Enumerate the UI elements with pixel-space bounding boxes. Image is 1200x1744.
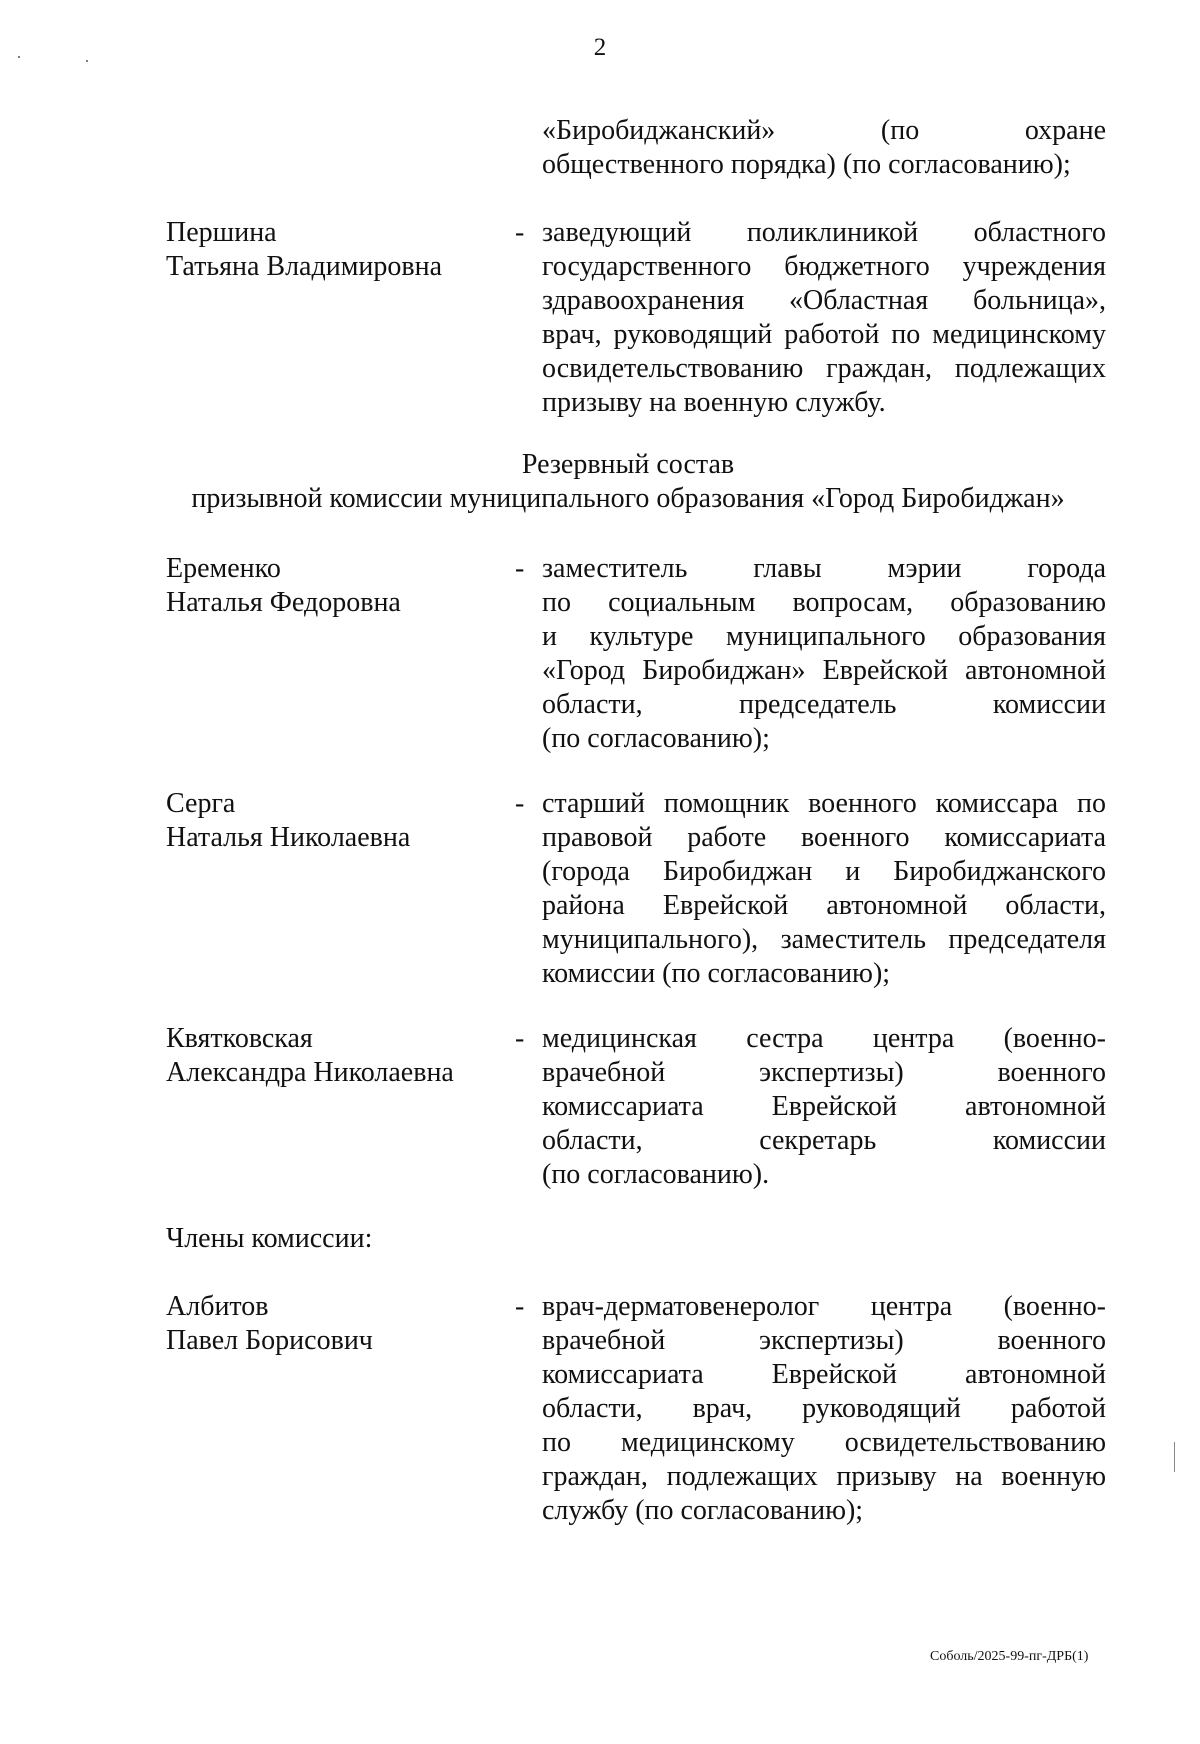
dash-separator: - [515, 1023, 525, 1054]
continuation-text [542, 114, 1106, 182]
text-line: врачебной экспертизы) военного [542, 1325, 1106, 1356]
dash-separator: - [515, 788, 525, 819]
text-line: (по согласованию). [542, 1159, 770, 1190]
text-line: правовой работе военного комиссариата [542, 822, 1106, 853]
text-line: освидетельствованию граждан, подлежащих [542, 353, 1106, 384]
heading-line: призывной комиссии муниципального образования «Город Биробиджан» [191, 483, 1065, 514]
text-line: области, врач, руководящий работой [542, 1393, 1106, 1424]
text-line: призыву на военную службу. [542, 387, 886, 418]
given-names: Наталья Федоровна [166, 587, 401, 618]
member-role [542, 552, 1106, 756]
given-names: Александра Николаевна [166, 1057, 454, 1088]
text-line: врач-дерматовенеролог центра (военно- [542, 1291, 1106, 1322]
surname: Еременко [166, 553, 281, 584]
member-role [542, 1290, 1106, 1528]
text-line: здравоохранения «Областная больница», [542, 285, 1106, 316]
text-line: (города Биробиджан и Биробиджанского [542, 856, 1106, 887]
given-names: Павел Борисович [166, 1325, 373, 1356]
text-line: граждан, подлежащих призыву на военную [542, 1461, 1106, 1492]
text-line: заведующий поликлиникой областного [542, 217, 1106, 248]
given-names: Наталья Николаевна [166, 822, 411, 853]
dash-separator: - [515, 553, 525, 584]
member-role [542, 787, 1106, 991]
member-role [542, 1022, 1106, 1192]
text-line: врач, руководящий работой по медицинскому [542, 319, 1106, 350]
text-line: заместитель главы мэрии города [542, 553, 1106, 584]
surname: Першина [166, 217, 277, 248]
text-line: комиссариата Еврейской автономной [542, 1091, 1106, 1122]
text-line: района Еврейской автономной области, [542, 890, 1106, 921]
text-line: «Город Биробиджан» Еврейской автономной [542, 655, 1106, 686]
member-name [166, 1290, 506, 1358]
text-line: государственного бюджетного учреждения [542, 251, 1106, 282]
member-name [166, 552, 506, 620]
page-number: 2 [593, 34, 607, 61]
member-name [166, 216, 506, 284]
text-line: области, секретарь комиссии [542, 1125, 1106, 1156]
text-line: по медицинскому освидетельствованию [542, 1427, 1106, 1458]
text-line: комиссии (по согласованию); [542, 958, 891, 989]
members-label: Члены комиссии: [166, 1223, 373, 1254]
given-names: Татьяна Владимировна [166, 251, 443, 282]
text-line: комиссариата Еврейской автономной [542, 1359, 1106, 1390]
surname: Квятковская [166, 1023, 313, 1054]
member-name [166, 1022, 506, 1090]
dash-separator: - [515, 217, 525, 248]
reserve-heading [150, 448, 1106, 516]
text-line: врачебной экспертизы) военного [542, 1057, 1106, 1088]
document-code: Соболь/2025-99-пг-ДРБ(1) [930, 1649, 1089, 1664]
surname: Албитов [166, 1291, 269, 1322]
member-name [166, 787, 506, 855]
text-line: общественного порядка) (по согласованию); [542, 149, 1071, 180]
text-line: и культуре муниципального образования [542, 621, 1106, 652]
text-line: области, председатель комиссии [542, 689, 1106, 720]
dash-separator: - [515, 1291, 525, 1322]
text-line: службу (по согласованию); [542, 1495, 864, 1526]
surname: Серга [166, 788, 236, 819]
member-role [542, 216, 1106, 420]
heading-line: Резервный состав [521, 449, 735, 480]
text-line: медицинская сестра центра (военно- [542, 1023, 1106, 1054]
text-line: старший помощник военного комиссара по [542, 788, 1106, 819]
text-line: по социальным вопросам, образованию [542, 587, 1106, 618]
scan-margin-mark [1174, 1442, 1175, 1472]
text-line: «Биробиджанский» (по охране [542, 115, 1106, 146]
text-line: (по согласованию); [542, 723, 770, 754]
text-line: муниципального), заместитель председателя [542, 924, 1106, 955]
